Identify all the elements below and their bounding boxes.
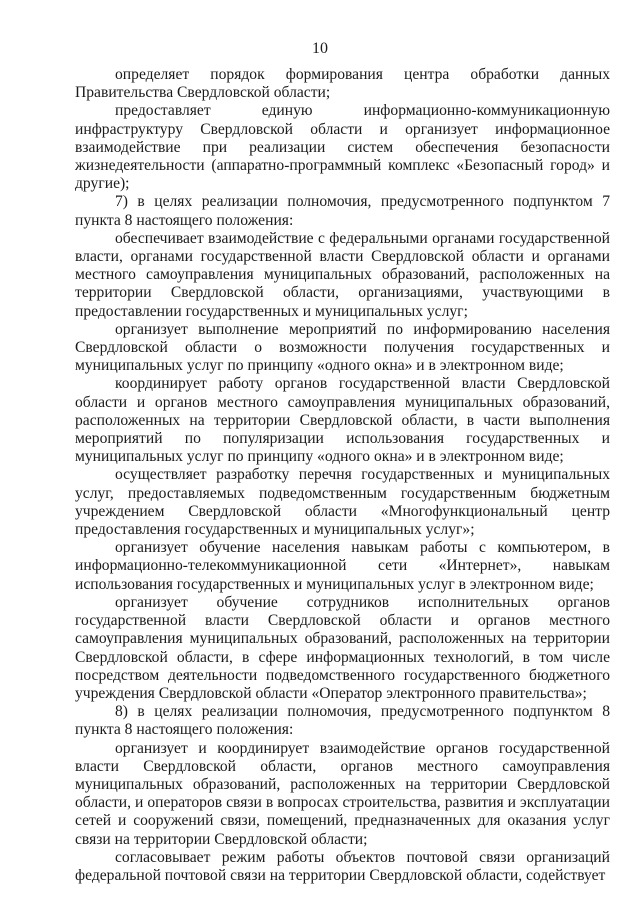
page-number: 10: [312, 40, 328, 57]
paragraph-8: организует обучение населения навыкам работы с компьютером, в информационно-телекоммуникационной сети «Интернет», навыкам использования государственных и муниципальных услуг в электронном виде;: [75, 539, 610, 593]
paragraph-1: определяет порядок формирования центра обработки данных Правительства Свердловской области;: [75, 66, 610, 102]
paragraph-9: организует обучение сотрудников исполнительных органов государственной власти Свердловской области и органов местного самоуправления муниципальных образований, расположенных на территории Свердловской области, в сфере информационных технологий, в том числе посредством деятельности подведомственного государственного бюджетного учреждения Свердловской области «Оператор электронного правительства»;: [75, 593, 610, 702]
paragraph-7: осуществляет разработку перечня государственных и муниципальных услуг, предоставляемых подведомственным государственным бюджетным учреждением Свердловской области «Многофункциональный центр предоставления государственных и муниципальных услуг»;: [75, 466, 610, 539]
paragraph-6: координирует работу органов государственной власти Свердловской области и органов местного самоуправления муниципальных образований, расположенных на территории Свердловской области, в части выполнения мероприятий по популяризации использования государственных и муниципальных услуг по принципу «одного окна» и в электронном виде;: [75, 375, 610, 466]
document-body: [75, 66, 610, 885]
paragraph-12: согласовывает режим работы объектов почтовой связи организаций федеральной почтовой связи на территории Свердловской области, содействует: [75, 848, 610, 884]
paragraph-5: организует выполнение мероприятий по информированию населения Свердловской области о возможности получения государственных и муниципальных услуг по принципу «одного окна» и в электронном виде;: [75, 320, 610, 375]
paragraph-11: организует и координирует взаимодействие органов государственной власти Свердловской области, органов местного самоуправления муниципальных образований, расположенных на территории Свердловской области, и операторов связи в вопросах строительства, развития и эксплуатации сетей и сооружений связи, помещений, предназначенных для оказания услуг связи на территории Свердловской области;: [75, 739, 610, 848]
paragraph-4: обеспечивает взаимодействие с федеральными органами государственной власти, органами государственной власти Свердловской области и органами местного самоуправления муниципальных образований, расположенных на территории Свердловской области, организациями, участвующими в предоставлении государственных и муниципальных услуг;: [75, 229, 610, 320]
paragraph-10: 8) в целях реализации полномочия, предусмотренного подпунктом 8 пункта 8 настоящего положения:: [75, 703, 610, 739]
paragraph-2: предоставляет единую информационно-коммуникационную инфраструктуру Свердловской области и организует информационное взаимодействие при реализации систем обеспечения безопасности жизнедеятельности (аппаратно-программный комплекс «Безопасный город» и другие);: [75, 102, 610, 193]
paragraph-3: 7) в целях реализации полномочия, предусмотренного подпунктом 7 пункта 8 настоящего положения:: [75, 193, 610, 229]
